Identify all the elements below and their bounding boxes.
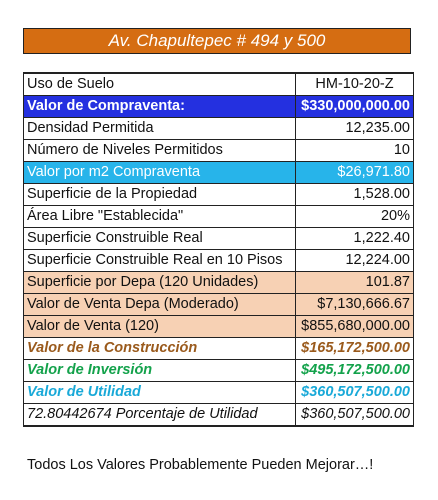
row-label: Valor de Venta (120) (24, 316, 296, 338)
row-value: 1,222.40 (296, 228, 414, 250)
table-row-superficie-construible (24, 228, 414, 250)
row-label: Valor de Inversión (24, 360, 296, 382)
row-label: Valor de Venta Depa (Moderado) (24, 294, 296, 316)
row-value: $855,680,000.00 (296, 316, 414, 338)
row-value: $330,000,000.00 (296, 96, 414, 118)
row-label: Uso de Suelo (24, 73, 296, 96)
row-value: $360,507,500.00 (296, 382, 414, 404)
row-label: Superficie de la Propiedad (24, 184, 296, 206)
footer-note: Todos Los Valores Probablemente Pueden Mejorar…! (27, 457, 374, 473)
row-value: 10 (296, 140, 414, 162)
row-label: Área Libre "Establecida" (24, 206, 296, 228)
row-value: $165,172,500.00 (296, 338, 414, 360)
table-row-niveles (24, 140, 414, 162)
row-label: Superficie Construible Real (24, 228, 296, 250)
table-row-porcentaje-utilidad (24, 404, 414, 427)
table-row-densidad (24, 118, 414, 140)
table-row-valor-inversion (24, 360, 414, 382)
row-value: 1,528.00 (296, 184, 414, 206)
title-text: Av. Chapultepec # 494 y 500 (108, 31, 326, 50)
row-label: Valor de la Construcción (24, 338, 296, 360)
table-row-valor-venta-120 (24, 316, 414, 338)
row-value: 12,235.00 (296, 118, 414, 140)
table-row-superficie-propiedad (24, 184, 414, 206)
row-value: $360,507,500.00 (296, 404, 414, 427)
valuation-table (23, 72, 414, 427)
row-label: Valor de Utilidad (24, 382, 296, 404)
table-row-valor-construccion (24, 338, 414, 360)
title-bar (23, 28, 411, 54)
table-row-superficie-depa (24, 272, 414, 294)
table-row-area-libre (24, 206, 414, 228)
row-label: Valor por m2 Compraventa (24, 162, 296, 184)
table-row-superficie-10-pisos (24, 250, 414, 272)
row-value: HM-10-20-Z (296, 73, 414, 96)
table-row-valor-utilidad (24, 382, 414, 404)
table-row-valor-compraventa (24, 96, 414, 118)
row-label: Valor de Compraventa: (24, 96, 296, 118)
table-row-uso-de-suelo (24, 73, 414, 96)
row-value: $26,971.80 (296, 162, 414, 184)
row-value: $495,172,500.00 (296, 360, 414, 382)
table-row-valor-m2 (24, 162, 414, 184)
table-row-valor-venta-depa (24, 294, 414, 316)
row-label: Superficie Construible Real en 10 Pisos (24, 250, 296, 272)
row-value: 101.87 (296, 272, 414, 294)
row-value: 12,224.00 (296, 250, 414, 272)
row-label: Densidad Permitida (24, 118, 296, 140)
row-label: 72.80442674 Porcentaje de Utilidad (24, 404, 296, 427)
row-value: $7,130,666.67 (296, 294, 414, 316)
row-label: Superficie por Depa (120 Unidades) (24, 272, 296, 294)
row-value: 20% (296, 206, 414, 228)
row-label: Número de Niveles Permitidos (24, 140, 296, 162)
